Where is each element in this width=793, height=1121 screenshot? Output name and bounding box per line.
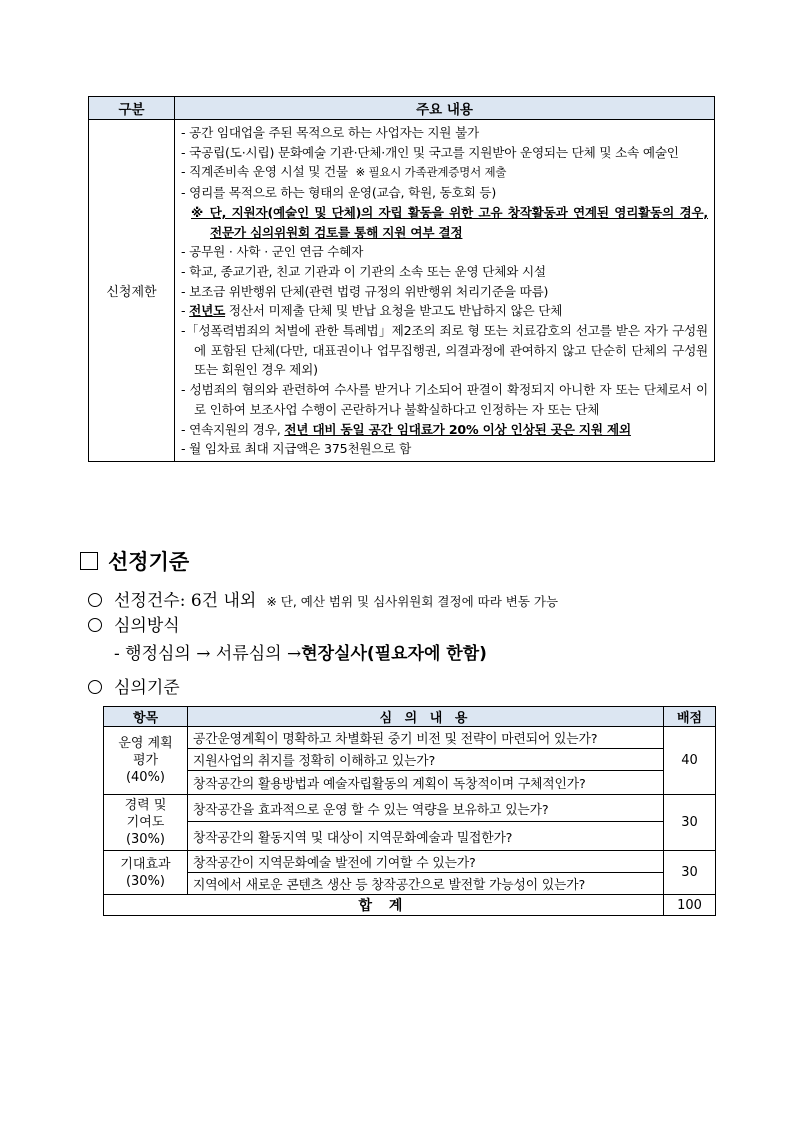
header-content: 심 의 내 용	[188, 707, 664, 727]
review-process-text: - 행정심의 → 서류심의 →	[114, 644, 302, 664]
restriction-table-header	[89, 97, 715, 120]
restriction-item-text: - 연속지원의 경우,	[181, 421, 285, 437]
restriction-item: - 학교, 종교기관, 친교 기관과 이 기관의 소속 또는 운영 단체와 시설	[181, 263, 546, 279]
criteria-total-row	[104, 895, 716, 916]
restriction-items	[175, 120, 715, 462]
criteria-table-header	[104, 707, 716, 727]
restriction-table	[88, 96, 715, 462]
criteria-row	[104, 795, 716, 822]
total-score: 100	[664, 895, 716, 916]
restriction-item: - 공간 임대업을 주된 목적으로 하는 사업자는 지원 불가	[181, 125, 480, 140]
restriction-exception-note: ※ 단, 지원자(예술인 및 단체)의 자립 활동을 위한 고유 창작활동과 연계된 영리활동의 경우, 전문가 심의위원회 검토를 통해 지원 여부 결정	[191, 204, 708, 240]
criteria-item: 지원사업의 취지를 정확히 이해하고 있는가?	[188, 749, 664, 771]
section-title-text: 선정기준	[108, 550, 190, 574]
criteria-item: 창작공간의 활동지역 및 대상이 지역문화예술과 밀접한가?	[188, 822, 664, 851]
checkbox-square-icon	[80, 552, 98, 570]
circle-bullet-icon	[88, 618, 102, 632]
restriction-item-note: ※ 필요시 가족관계증명서 제출	[355, 165, 507, 180]
review-criteria-line	[88, 673, 180, 698]
criteria-row	[104, 822, 716, 851]
criteria-category	[104, 727, 188, 795]
selection-count-text: 선정건수: 6건 내외	[114, 591, 257, 611]
selection-count-line	[88, 586, 558, 611]
criteria-row	[104, 749, 716, 771]
criteria-item: 창작공간을 효과적으로 운영 할 수 있는 역량을 보유하고 있는가?	[188, 795, 664, 822]
circle-bullet-icon	[88, 680, 102, 694]
review-process-line	[114, 639, 487, 664]
restriction-item	[181, 420, 708, 440]
circle-bullet-icon	[88, 593, 102, 607]
row-label: 신청제한	[89, 120, 175, 462]
restriction-item	[181, 301, 708, 321]
review-criteria-text: 심의기준	[114, 678, 180, 698]
criteria-table	[103, 706, 716, 916]
criteria-item: 지역에서 새로운 콘텐츠 생산 등 창작공간으로 발전할 가능성이 있는가?	[188, 873, 664, 895]
category-text: 기대효과 (30%)	[120, 856, 171, 889]
criteria-item: 공간운영계획이 명확하고 차별화된 중기 비전 및 전략이 마련되어 있는가?	[188, 727, 664, 749]
criteria-row	[104, 851, 716, 873]
review-method-text: 심의방식	[114, 616, 180, 636]
criteria-category	[104, 851, 188, 895]
restriction-item: - 영리를 목적으로 하는 형태의 운영(교습, 학원, 동호회 등)	[181, 185, 497, 201]
category-text: 운영 계획 평가 (40%)	[118, 736, 173, 785]
total-label: 합 계	[104, 895, 664, 916]
review-process-emphasis: 현장실사(필요자에 한함)	[301, 644, 487, 664]
selection-count-note: ※ 단, 예산 범위 및 심사위원회 결정에 따라 변동 가능	[266, 594, 559, 609]
header-category: 구분	[89, 97, 175, 120]
criteria-row	[104, 727, 716, 749]
category-text: 경력 및 기여도 (30%)	[124, 798, 167, 847]
restriction-item: - 보조금 위반행위 단체(관련 법령 규정의 위반행위 처리기준을 따름)	[181, 283, 549, 299]
restriction-item: - 성범죄의 혐의와 관련하여 수사를 받거나 기소되어 판결이 확정되지 아니한 자 또는 단체로서 이로 인하여 보조사업 수행이 곤란하거나 불확실하다고 인정하는 자 또는 단체	[181, 382, 708, 417]
restriction-item: - 국공립(도·시립) 문화예술 기관·단체·개인 및 국고를 지원받아 운영되는 단체 및 소속 예술인	[181, 144, 679, 160]
criteria-item: 창작공간이 지역문화예술 발전에 기여할 수 있는가?	[188, 851, 664, 873]
restriction-item: - 공무원 · 사학 · 군인 연금 수혜자	[181, 244, 364, 260]
restriction-item-text: -	[181, 303, 190, 319]
header-score: 배점	[664, 707, 716, 727]
review-method-line	[88, 611, 180, 636]
section-title	[80, 546, 189, 576]
criteria-score: 30	[664, 851, 716, 895]
restriction-item: - 월 임차료 최대 지급액은 375천원으로 함	[181, 441, 412, 457]
restriction-item	[181, 162, 708, 183]
criteria-item: 창작공간의 활용방법과 예술자립활동의 계획이 독창적이며 구체적인가?	[188, 771, 664, 795]
criteria-row	[104, 873, 716, 895]
criteria-score: 30	[664, 795, 716, 851]
restriction-item-text: - 직계존비속 운영 시설 및 건물	[181, 164, 348, 180]
header-content: 주요 내용	[175, 97, 715, 120]
restriction-item-text: 정산서 미제출 단체 및 반납 요청을 받고도 반납하지 않은 단체	[225, 303, 563, 319]
criteria-row	[104, 771, 716, 795]
restriction-item-emphasis: 전년 대비 동일 공간 임대료가 20% 이상 인상된 곳은 지원 제외	[284, 421, 631, 437]
criteria-category	[104, 795, 188, 851]
criteria-score: 40	[664, 727, 716, 795]
restriction-row	[89, 120, 715, 462]
restriction-item-emphasis: 전년도	[189, 303, 226, 319]
header-item: 항목	[104, 707, 188, 727]
restriction-item: -「성폭력범죄의 처벌에 관한 특례법」제2조의 죄로 형 또는 치료감호의 선고를 받은 자가 구성원에 포함된 단체(다만, 대표권이나 업무집행권, 의결과정에 관여하지 않고 단순히 단체의 구성원 또는 회원인 경우 제외)	[181, 323, 708, 378]
